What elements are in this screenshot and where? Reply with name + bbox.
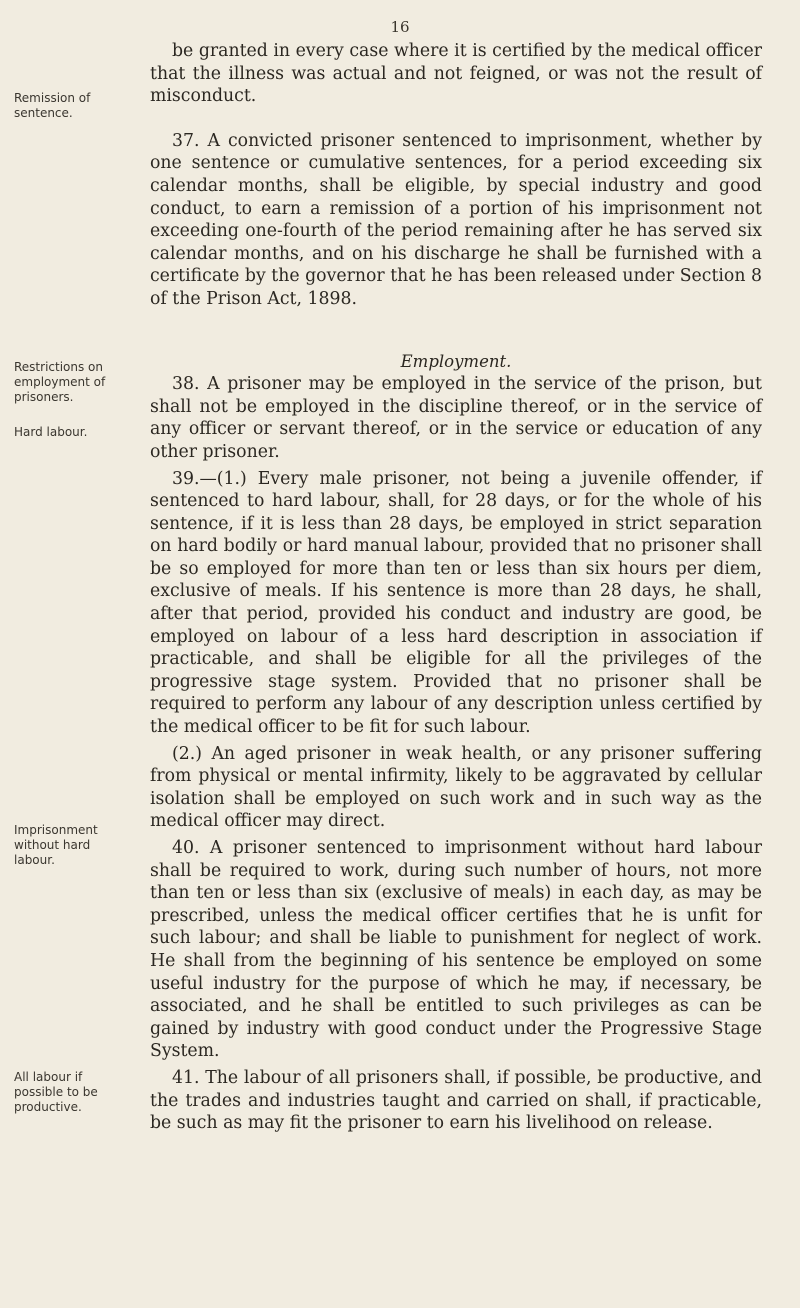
employment-heading: Employment. [400,351,512,371]
margin-note-hard-labour: Hard labour. [14,425,88,439]
margin-note-restrictions: Restrictions on employment of prisoners. [14,360,106,404]
page-number: 16 [390,18,410,36]
intro-paragraph: be granted in every case where it is certified by the medical officer that the illness was actual and not feigned, or was not the result of misconduct. [150,41,762,107]
section-41-paragraph: 41. The labour of all prisoners shall, if possible, be productive, and the trades and industries taught and carried on shall, if practicable, be such as may fit the prisoner to earn his livelihood on release. [150,1067,762,1134]
section-37-paragraph: 37. A convicted prisoner sentenced to imprisonment, whether by one sentence or cumulative sentences, for a period exceeding six calendar months, shall be eligible, by special industry and good conduct, to earn a remission of a portion of his imprisonment not exceeding one-fourth of the period remaining after he has served six calendar months, and on his discharge he shall be furnished with a certificate by the governor that he has been released under Section 8 of the Prison Act, 1898. [150,130,762,309]
section-38-paragraph: 38. A prisoner may be employed in the service of the prison, but shall not be employed in the discipline thereof, or in the service of any officer or servant thereof, or in the service or education of any other prisoner. [150,374,762,462]
section-40-paragraph: 40. A prisoner sentenced to imprisonment without hard labour shall be required to work, during such number of hours, not more than ten or less than six (exclusive of meals) in each day, as may be prescribed, unless the medical officer certifies that he is unfit for such labour; and shall be liable to punishment for neglect of work. He shall from the beginning of his sentence be employed on some useful industry for the purpose of which he may, if necessary, be associated, and he shall be entitled to such privileges as can be gained by industry with good conduct under the Progressive Stage System. [150,838,762,1062]
section-39-paragraph-2: (2.) An aged prisoner in weak health, or any prisoner suffering from physical or mental infirmity, likely to be aggravated by cellular isolation shall be employed on such work and in such way as the medical officer may direct. [150,743,762,832]
margin-note-remission: Remission of sentence. [14,91,91,120]
section-39-paragraph-1: 39.—(1.) Every male prisoner, not being a juvenile offender, if sentenced to hard labour, shall, for 28 days, or for the whole of his sentence, if it is less than 28 days, be employed in strict separation on hard bodily or hard manual labour, provided that no prisoner shall be so employed for more than ten or less than six hours per diem, exclusive of meals. If his sentence is more than 28 days, he shall, after that period, provided his conduct and industry are good, be employed on labour of a less hard description in association if practicable, and shall be eligible for all the privileges of the progressive stage system. Provided that no prisoner shall be required to perform any labour of any description unless certified by the medical officer to be fit for such labour. [150,468,762,738]
body-text [150,40,762,1135]
margin-note-imprisonment-without-hard-labour: Imprisonment without hard labour. [14,823,98,867]
margin-note-productive-labour: All labour if possible to be productive. [14,1070,98,1114]
